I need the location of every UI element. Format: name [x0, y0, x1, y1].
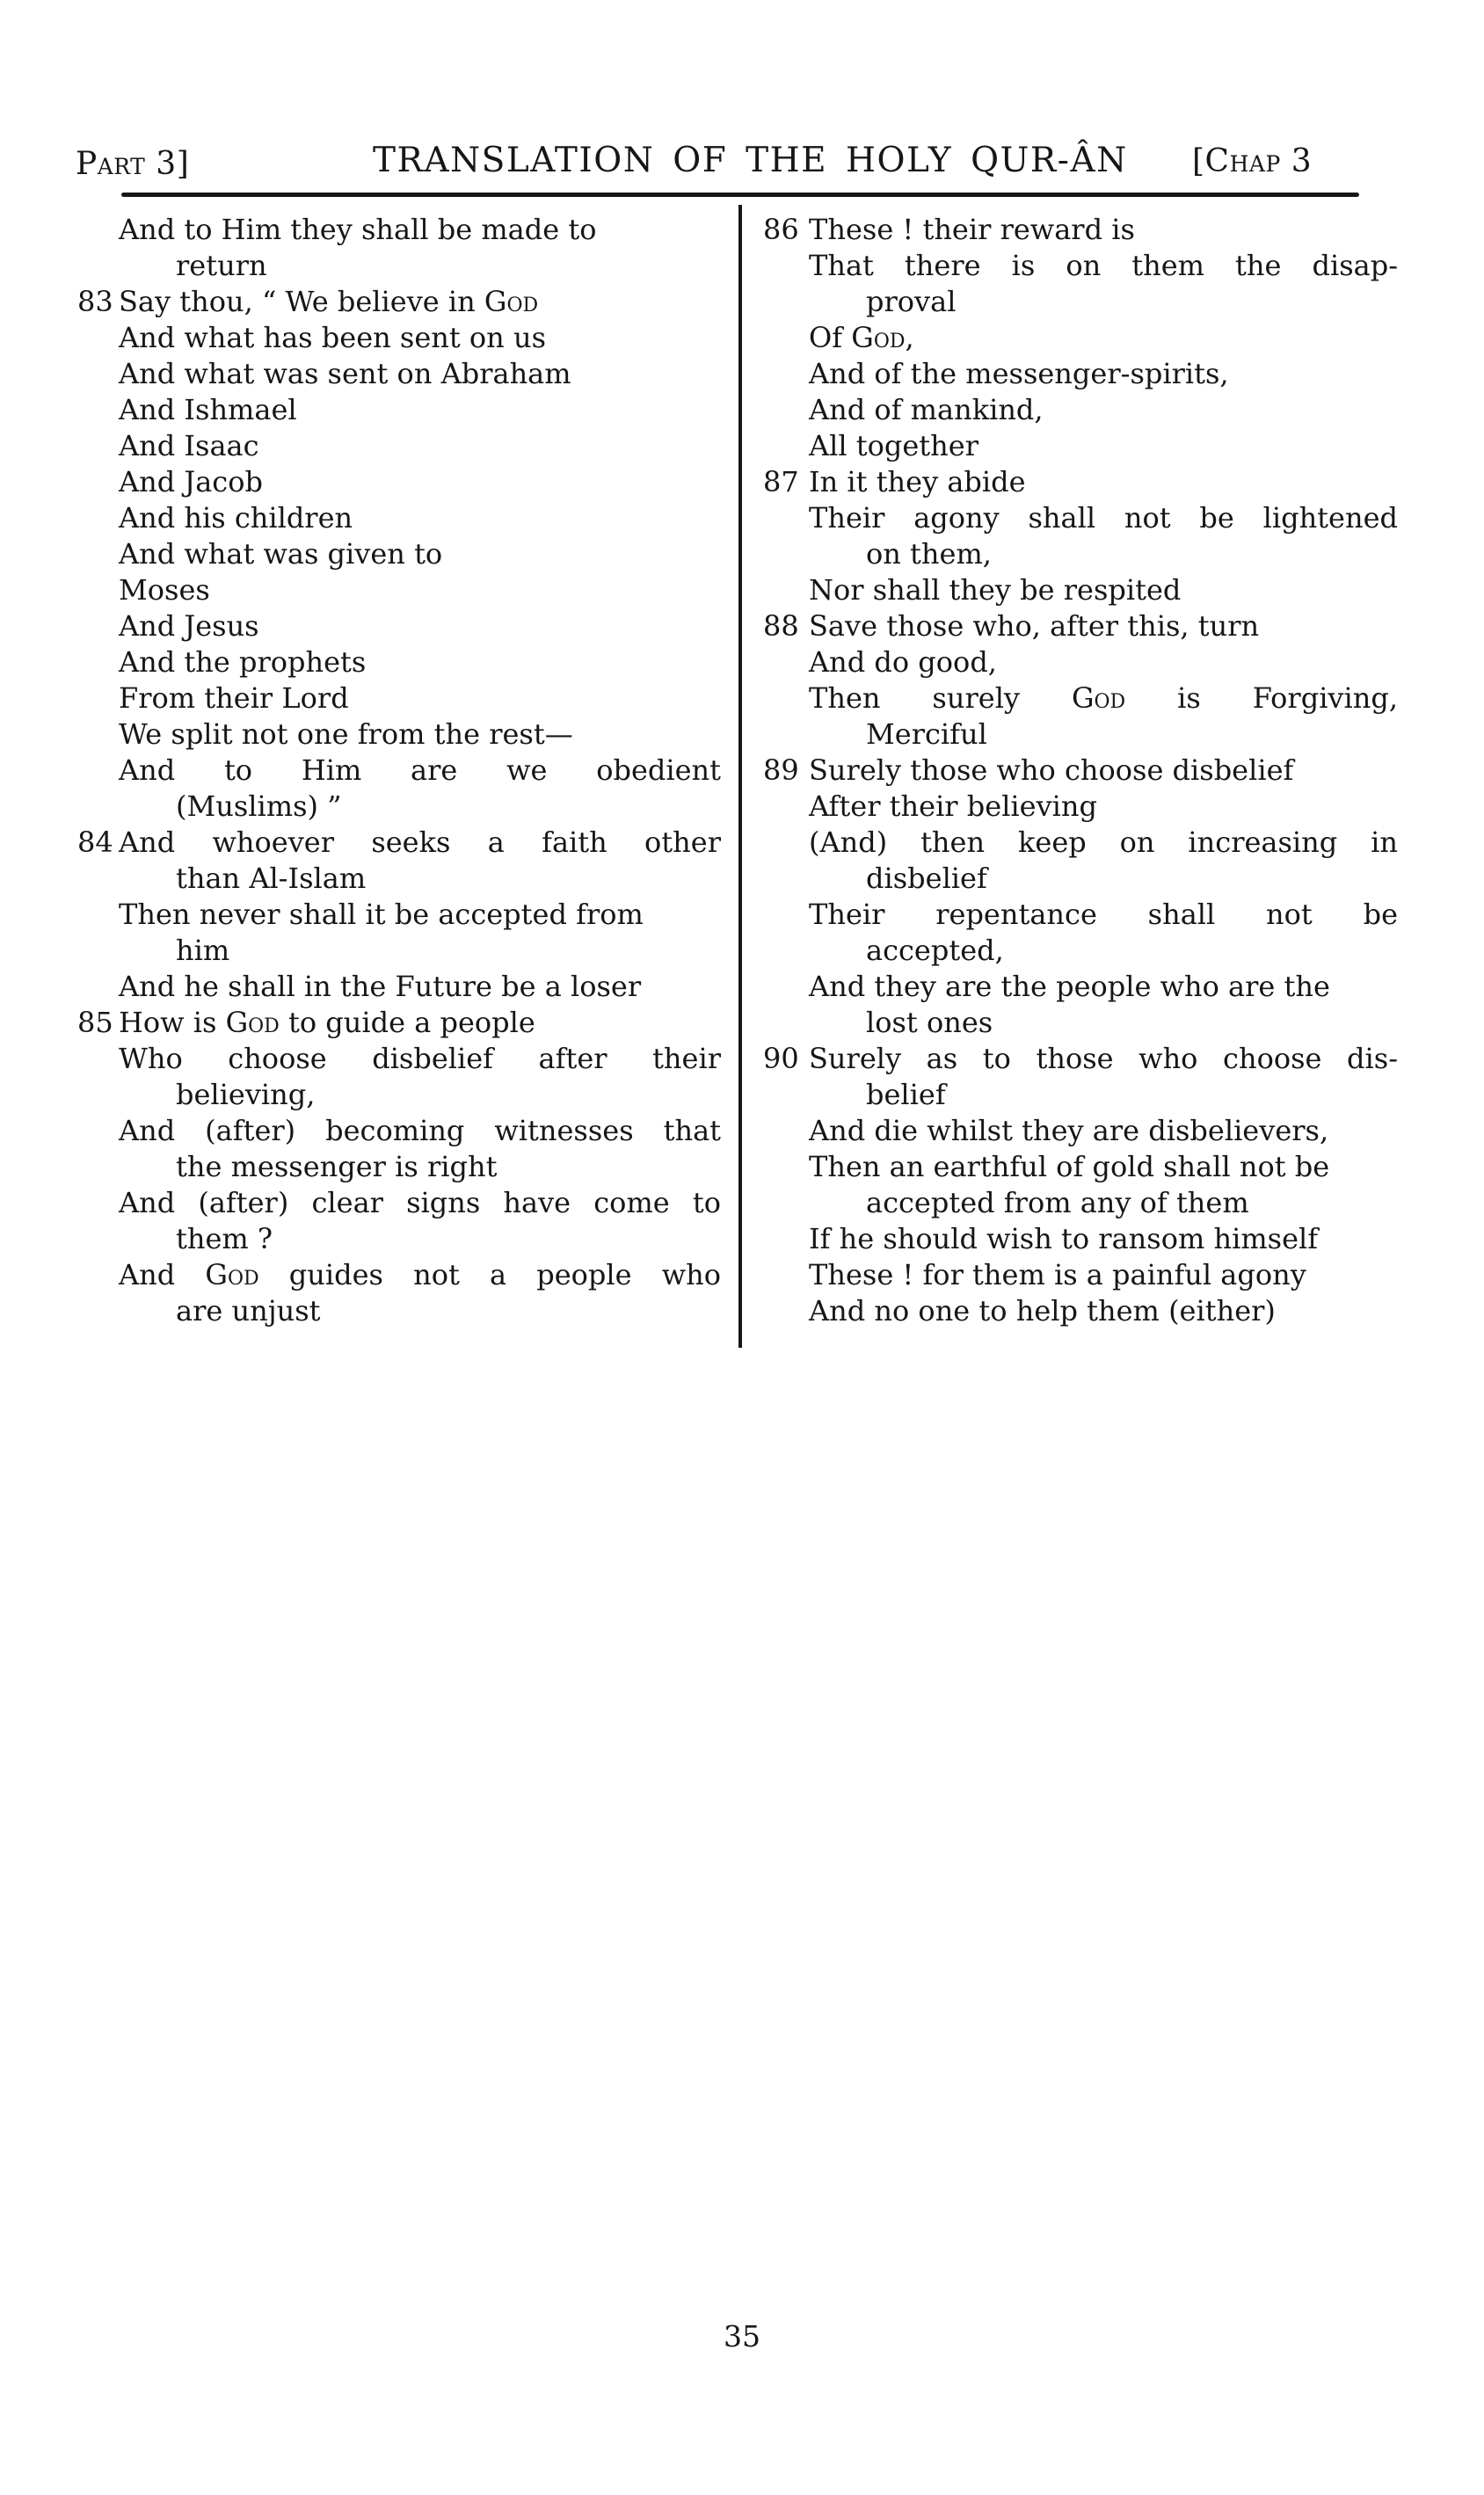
- verse-line: [763, 428, 1398, 464]
- verse-line: [77, 500, 721, 536]
- verse-line: [77, 320, 721, 356]
- verse-line: [763, 1293, 1398, 1329]
- verse-number: 87: [763, 465, 799, 498]
- verse-line: [77, 825, 721, 861]
- verse-text: belief: [866, 1078, 946, 1111]
- header-rule: [121, 193, 1359, 197]
- verse-line: [763, 716, 1398, 753]
- verse-text: proval: [866, 285, 957, 318]
- verse-text: Their agony shall not be lightened: [809, 501, 1398, 535]
- verse-line: [763, 248, 1398, 284]
- verse-text: Then never shall it be accepted from: [119, 898, 644, 931]
- verse-line: [77, 861, 721, 897]
- verse-text: And die whilst they are disbelievers,: [809, 1114, 1329, 1147]
- verse-text: (Muslims) ”: [176, 789, 342, 823]
- verse-number: 86: [763, 213, 799, 246]
- verse-line: [763, 861, 1398, 897]
- verse-number: 88: [763, 609, 799, 643]
- verse-text: Of God,: [809, 321, 914, 354]
- verse-line: [77, 1005, 721, 1041]
- verse-text: Nor shall they be respited: [809, 573, 1182, 607]
- verse-line: [763, 969, 1398, 1005]
- verse-text: Say thou, “ We believe in God: [119, 285, 539, 318]
- verse-text: And of mankind,: [809, 393, 1044, 426]
- verse-line: [77, 608, 721, 644]
- verse-text: And his children: [119, 501, 353, 535]
- verse-text: them ?: [176, 1222, 273, 1255]
- verse-text: lost ones: [866, 1006, 993, 1039]
- verse-text: return: [176, 249, 267, 282]
- verse-number: 83: [77, 285, 113, 318]
- verse-line: [77, 969, 721, 1005]
- verse-line: [77, 1257, 721, 1293]
- verse-text: These ! their reward is: [809, 213, 1135, 246]
- verse-number: 90: [763, 1042, 799, 1075]
- verse-line: [763, 608, 1398, 644]
- verse-line: [77, 428, 721, 464]
- verse-text: In it they abide: [809, 465, 1026, 498]
- page-number: 35: [724, 2319, 760, 2353]
- verse-line: [77, 1149, 721, 1185]
- verse-line: [763, 825, 1398, 861]
- verse-line: [763, 644, 1398, 680]
- header-part-label: Part 3]: [76, 146, 190, 182]
- verse-line: [77, 789, 721, 825]
- header-chapter-label: [Chap 3: [1192, 143, 1313, 179]
- verse-line: [763, 284, 1398, 320]
- verse-text: believing,: [176, 1078, 316, 1111]
- verse-text: And he shall in the Future be a loser: [119, 970, 642, 1003]
- verse-line: [77, 284, 721, 320]
- verse-line: [763, 320, 1398, 356]
- verse-text: And (after) clear signs have come to: [119, 1186, 721, 1219]
- verse-line: [763, 212, 1398, 248]
- verse-text: Then surely God is Forgiving,: [809, 681, 1399, 715]
- verse-line: [77, 1221, 721, 1257]
- verse-text: (And) then keep on increasing in: [809, 826, 1398, 859]
- verse-text: disbelief: [866, 862, 987, 895]
- verse-line: [763, 789, 1398, 825]
- verse-line: [763, 680, 1398, 716]
- verse-text: Their repentance shall not be: [809, 898, 1398, 931]
- verse-text: Who choose disbelief after their: [119, 1042, 721, 1075]
- verse-number: 85: [77, 1006, 113, 1039]
- verse-text: And to Him they shall be made to: [119, 213, 597, 246]
- verse-line: [763, 464, 1398, 500]
- verse-line: [77, 680, 721, 716]
- verse-text: And the prophets: [119, 645, 367, 679]
- verse-text: If he should wish to ransom himself: [809, 1222, 1319, 1255]
- verse-line: [763, 392, 1398, 428]
- verse-line: [77, 572, 721, 608]
- verse-line: [763, 1041, 1398, 1077]
- verse-line: [77, 1293, 721, 1329]
- verse-line: [77, 212, 721, 248]
- verse-text: And they are the people who are the: [809, 970, 1330, 1003]
- verse-line: [763, 536, 1398, 572]
- verse-number: 89: [763, 753, 799, 787]
- verse-text: than Al-Islam: [176, 862, 367, 895]
- verse-line: [77, 1077, 721, 1113]
- verse-line: [763, 1113, 1398, 1149]
- verse-text: And what was given to: [119, 537, 443, 571]
- verse-text: After their believing: [809, 789, 1097, 823]
- verse-text: That there is on them the disap-: [809, 249, 1398, 282]
- verse-line: [763, 753, 1398, 789]
- verse-text: him: [176, 934, 230, 967]
- verse-line: [77, 933, 721, 969]
- column-divider: [738, 205, 742, 1348]
- verse-text: And no one to help them (either): [809, 1294, 1276, 1328]
- verse-text: And Jacob: [119, 465, 263, 498]
- verse-line: [77, 1113, 721, 1149]
- verse-text: Surely those who choose disbelief: [809, 753, 1294, 787]
- verse-line: [77, 356, 721, 392]
- verse-line: [77, 1041, 721, 1077]
- verse-line: [77, 464, 721, 500]
- verse-line: [763, 933, 1398, 969]
- verse-text: accepted from any of them: [866, 1186, 1249, 1219]
- verse-line: [77, 644, 721, 680]
- verse-text: And (after) becoming witnesses that: [119, 1114, 721, 1147]
- verse-line: [763, 1005, 1398, 1041]
- verse-text: Save those who, after this, turn: [809, 609, 1260, 643]
- verse-line: [77, 248, 721, 284]
- verse-line: [763, 500, 1398, 536]
- verse-text: And of the messenger-spirits,: [809, 357, 1229, 390]
- verse-line: [77, 897, 721, 933]
- verse-line: [763, 356, 1398, 392]
- verse-line: [77, 536, 721, 572]
- verse-text: These ! for them is a painful agony: [809, 1258, 1306, 1291]
- verse-text: From their Lord: [119, 681, 349, 715]
- verse-text: Merciful: [866, 717, 987, 751]
- verse-number: 84: [77, 826, 113, 859]
- verse-text: And God guides not a people who: [119, 1258, 722, 1291]
- verse-text: And Ishmael: [119, 393, 297, 426]
- verse-line: [763, 1149, 1398, 1185]
- verse-text: the messenger is right: [176, 1150, 498, 1183]
- page-title: TRANSLATION OF THE HOLY QUR-ÂN: [373, 141, 1128, 180]
- right-column: [763, 212, 1398, 1329]
- verse-text: All together: [809, 429, 978, 462]
- verse-line: [763, 1221, 1398, 1257]
- verse-text: We split not one from the rest—: [119, 717, 573, 751]
- verse-line: [763, 1257, 1398, 1293]
- verse-text: Moses: [119, 573, 210, 607]
- verse-line: [77, 753, 721, 789]
- verse-text: And to Him are we obedient: [119, 753, 721, 787]
- verse-text: accepted,: [866, 934, 1004, 967]
- verse-text: And what was sent on Abraham: [119, 357, 571, 390]
- verse-line: [763, 897, 1398, 933]
- verse-line: [763, 572, 1398, 608]
- verse-text: And whoever seeks a faith other: [119, 826, 721, 859]
- verse-line: [77, 392, 721, 428]
- verse-line: [77, 716, 721, 753]
- verse-text: How is God to guide a people: [119, 1006, 535, 1039]
- verse-text: And Jesus: [119, 609, 259, 643]
- verse-line: [763, 1077, 1398, 1113]
- verse-text: Surely as to those who choose dis-: [809, 1042, 1398, 1075]
- verse-text: on them,: [866, 537, 992, 571]
- verse-text: And do good,: [809, 645, 997, 679]
- verse-line: [763, 1185, 1398, 1221]
- verse-line: [77, 1185, 721, 1221]
- verse-text: And what has been sent on us: [119, 321, 546, 354]
- verse-text: are unjust: [176, 1294, 321, 1328]
- verse-text: Then an earthful of gold shall not be: [809, 1150, 1330, 1183]
- left-column: [77, 212, 721, 1329]
- verse-text: And Isaac: [119, 429, 259, 462]
